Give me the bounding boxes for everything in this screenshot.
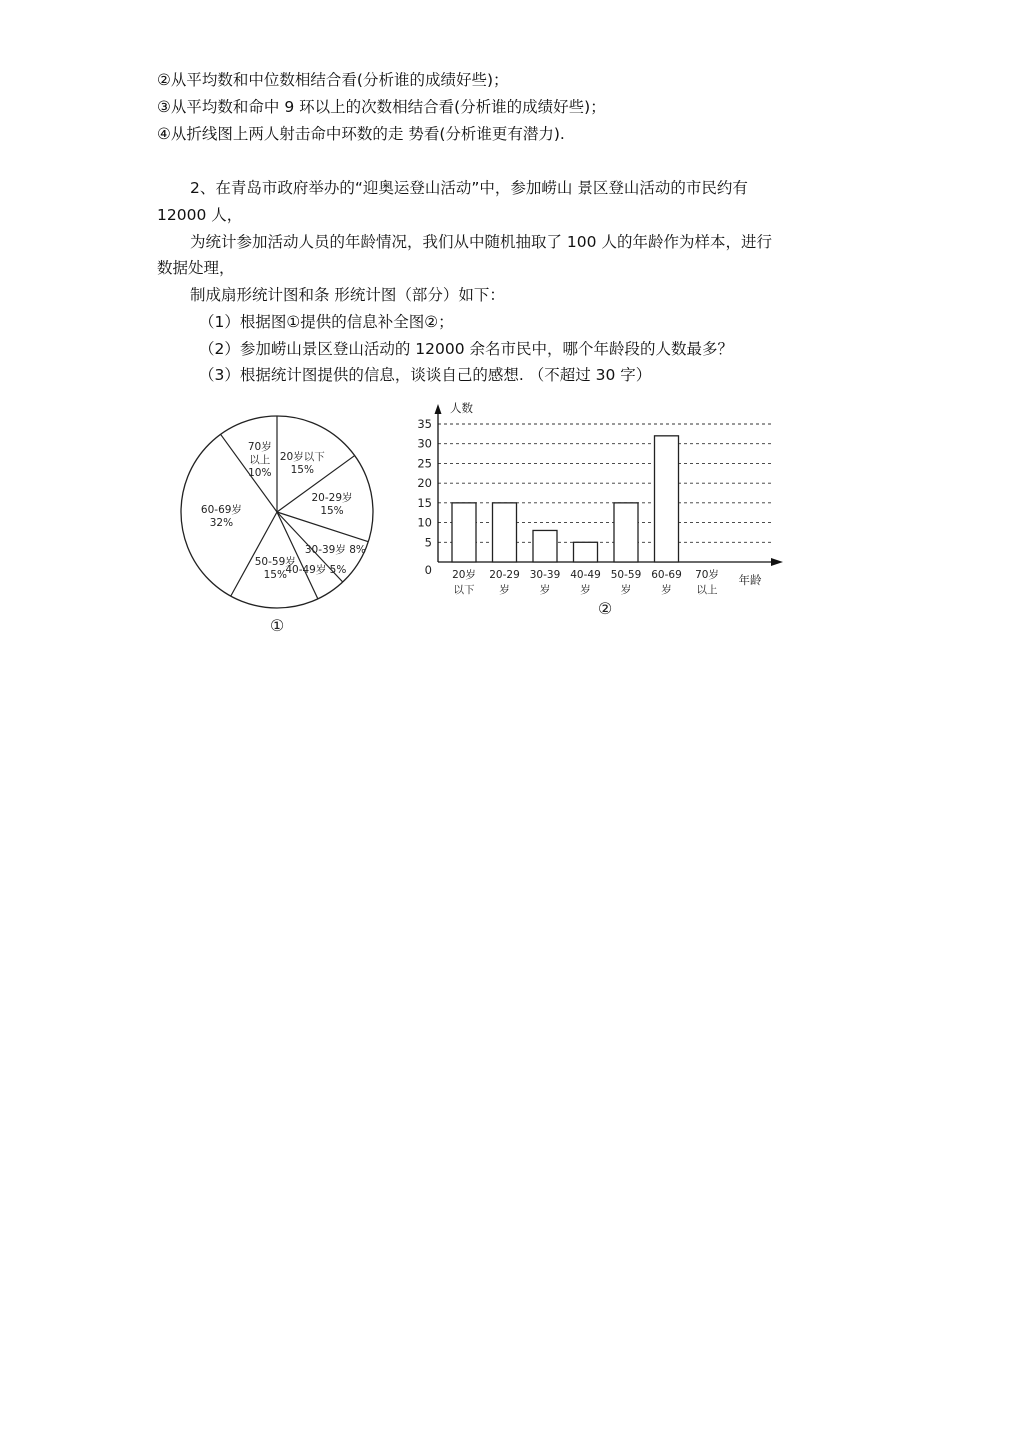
x-tick-label: 20岁 xyxy=(452,569,476,581)
bar xyxy=(452,503,476,562)
x-tick-label: 60-69 xyxy=(651,569,682,581)
x-tick-label: 岁 xyxy=(661,584,672,596)
text-line-3: ④从折线图上两人射击命中环数的走 势看(分析谁更有潜力). xyxy=(157,125,565,143)
bar-chart xyxy=(408,400,788,625)
pie-slice-label: 20-29岁 15% xyxy=(311,491,353,517)
y-tick-label: 0 xyxy=(424,563,432,577)
y-tick-label: 5 xyxy=(424,535,432,550)
pie-chart xyxy=(180,405,390,635)
pie-slice-label: 40-49岁 5% xyxy=(285,564,347,577)
bar xyxy=(533,530,557,562)
x-tick-label: 岁 xyxy=(499,584,510,596)
y-tick-label: 35 xyxy=(417,417,432,431)
y-tick-label: 30 xyxy=(417,436,432,451)
pie-caption: ① xyxy=(269,616,285,635)
x-tick-label: 20-29 xyxy=(489,569,520,581)
text-line-2: ③从平均数和命中 9 环以上的次数相结合看(分析谁的成绩好些)； xyxy=(157,98,606,116)
text-line-11: （3）根据统计图提供的信息，谈谈自己的感想. （不超过 30 字） xyxy=(199,366,652,384)
x-tick-label: 50-59 xyxy=(610,569,642,581)
y-tick-label: 15 xyxy=(417,495,432,510)
bar xyxy=(574,542,598,562)
text-line-10: （2）参加崂山景区登山活动的 12000 余名市民中，哪个年龄段的人数最多？ xyxy=(199,340,734,358)
y-axis-arrow xyxy=(435,404,442,414)
bar xyxy=(655,436,679,562)
x-tick-label: 岁 xyxy=(580,584,591,596)
pie-slice-label: 70岁以上 10% xyxy=(247,441,272,480)
x-tick-label: 30-39 xyxy=(529,569,561,581)
pie-slice-label: 60-69岁 32% xyxy=(200,503,242,529)
pie-slice-label: 30-39岁 8% xyxy=(304,544,366,557)
text-line-9: （1）根据图①提供的信息补全图②； xyxy=(199,313,454,331)
x-tick-label: 40-49 xyxy=(570,569,601,581)
pie-slice-label: 50-59岁 15% xyxy=(254,556,296,582)
text-line-1: ②从平均数和中位数相结合看(分析谁的成绩好些)； xyxy=(157,71,509,89)
x-tick-label: 以下 xyxy=(453,584,475,596)
x-axis-label: 年龄 xyxy=(738,573,762,587)
text-line-5: 12000 人， xyxy=(157,206,243,224)
bar-caption: ② xyxy=(597,599,613,618)
x-tick-label: 岁 xyxy=(539,584,551,596)
x-tick-label: 70岁 xyxy=(695,569,719,581)
x-tick-label: 以上 xyxy=(696,584,718,596)
bar xyxy=(493,503,517,562)
x-tick-label: 岁 xyxy=(620,584,632,596)
text-line-4: 2、在青岛市政府举办的“迎奥运登山活动”中，参加崂山 景区登山活动的市民约有 xyxy=(190,179,748,197)
text-line-6: 为统计参加活动人员的年龄情况，我们从中随机抽取了 100 人的年龄作为样本，进行 xyxy=(190,233,772,251)
y-tick-label: 25 xyxy=(417,456,432,471)
y-tick-label: 10 xyxy=(417,515,432,530)
x-axis-arrow xyxy=(771,558,783,566)
bar xyxy=(614,503,638,562)
text-line-8: 制成扇形统计图和条 形统计图（部分）如下： xyxy=(190,286,505,304)
y-axis-label: 人数 xyxy=(450,401,473,415)
pie-slice-label: 20岁以下 15% xyxy=(279,450,325,476)
text-line-7: 数据处理， xyxy=(157,259,235,277)
y-tick-label: 20 xyxy=(417,476,432,491)
